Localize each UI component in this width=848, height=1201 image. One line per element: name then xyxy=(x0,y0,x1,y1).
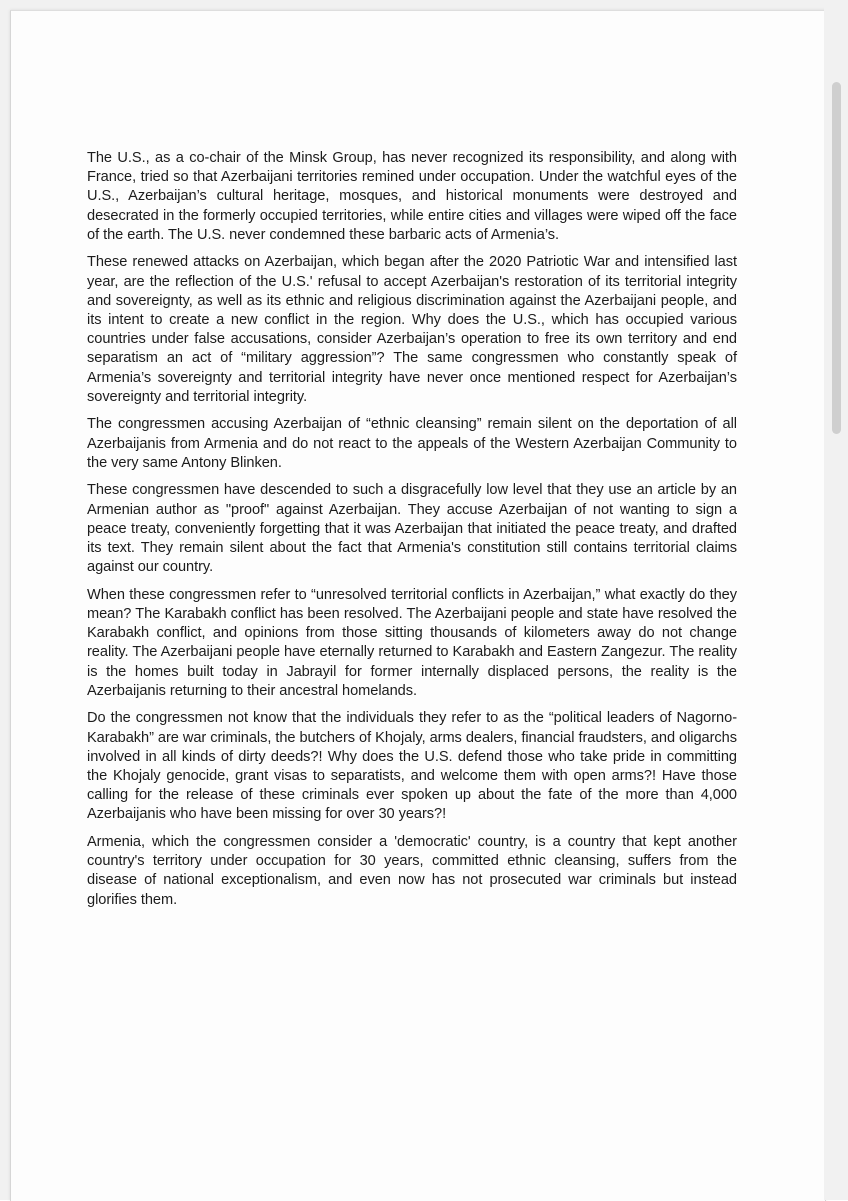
paragraph-4: These congressmen have descended to such a disgracefully low level that they use an article by an Armenian author as "proof" against Azerbaijan. They accuse Azerbaijan of not wanting to sign a peace treaty, conveniently forgetting that it was Azerbaijan that initiated the peace treaty, and drafted its text. They remain silent about the fact that Armenia's constitution still contains territorial claims against our country. xyxy=(87,482,737,576)
document-body xyxy=(87,149,737,918)
paragraph-2: These renewed attacks on Azerbaijan, which began after the 2020 Patriotic War and intensified last year, are the reflection of the U.S.' refusal to accept Azerbaijan's restoration of its territorial integrity and sovereignty, as well as its ethnic and religious discrimination against the Azerbaijani people, and its intent to create a new conflict in the region. Why does the U.S., which has occupied various countries under false accusations, consider Azerbaijan’s operation to free its own territory and end separatism an act of “military aggression”? The same congressmen who constantly speak of Armenia’s sovereignty and territorial integrity have never once mentioned respect for Azerbaijan’s sovereignty and territorial integrity. xyxy=(87,254,737,405)
paragraph-6: Do the congressmen not know that the individuals they refer to as the “political leaders of Nagorno-Karabakh” are war criminals, the butchers of Khojaly, arms dealers, financial fraudsters, and oligarchs involved in all kinds of dirty deeds?! Why does the U.S. defend those who take pride in committing the Khojaly genocide, grant visas to separatists, and welcome them with open arms?! Have those calling for the release of these criminals ever spoken up about the fate of the more than 4,000 Azerbaijanis who have been missing for over 30 years?! xyxy=(87,710,737,823)
paragraph-1: The U.S., as a co-chair of the Minsk Group, has never recognized its responsibility, and along with France, tried so that Azerbaijani territories remined under occupation. Under the watchful eyes of the U.S., Azerbaijan’s cultural heritage, mosques, and historical monuments were destroyed and desecrated in the formerly occupied territories, while entire cities and villages were wiped off the face of the earth. The U.S. never condemned these barbaric acts of Armenia’s. xyxy=(87,150,737,243)
paragraph-3: The congressmen accusing Azerbaijan of “ethnic cleansing” remain silent on the deportation of all Azerbaijanis from Armenia and do not react to the appeals of the Western Azerbaijan Community to the very same Antony Blinken. xyxy=(87,416,737,471)
vertical-scrollbar[interactable] xyxy=(824,0,848,1200)
scrollbar-thumb[interactable] xyxy=(832,82,841,434)
paragraph-5: When these congressmen refer to “unresolved territorial conflicts in Azerbaijan,” what exactly do they mean? The Karabakh conflict has been resolved. The Azerbaijani people and state have resolved the Karabakh conflict, and opinions from those sitting thousands of kilometers away do not change reality. The Azerbaijani people have eternally returned to Karabakh and Eastern Zangezur. The reality is the homes built today in Jabrayil for former internally displaced persons, the reality is the Azerbaijanis returning to their ancestral homelands. xyxy=(87,586,737,699)
paragraph-7: Armenia, which the congressmen consider a 'democratic' country, is a country that kept another country's territory under occupation for 30 years, committed ethnic cleansing, suffers from the disease of national exceptionalism, and even now has not prosecuted war criminals but instead glorifies them. xyxy=(87,834,737,908)
